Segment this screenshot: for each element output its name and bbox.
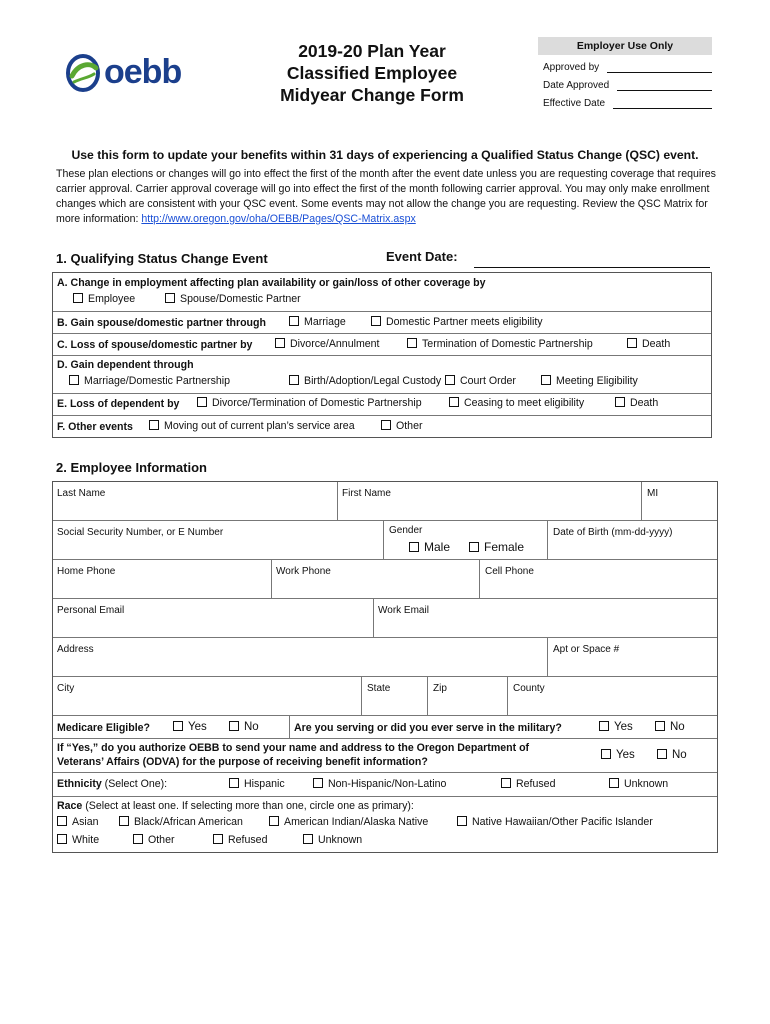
asian-option[interactable] bbox=[57, 816, 99, 828]
b-marriage-label: Marriage bbox=[304, 316, 346, 328]
checkbox[interactable] bbox=[275, 338, 285, 348]
female-label: Female bbox=[484, 540, 525, 554]
c-termination-option[interactable] bbox=[407, 338, 593, 351]
hispanic-label: Hispanic bbox=[244, 778, 285, 790]
odva-yes-label: Yes bbox=[616, 749, 635, 761]
oebb-logo bbox=[66, 52, 188, 94]
checkbox[interactable] bbox=[197, 397, 207, 407]
military-yes-option[interactable] bbox=[599, 721, 633, 733]
divider bbox=[53, 333, 711, 334]
row-d-label: D. Gain dependent through bbox=[57, 359, 194, 371]
section-2-title: 2. Employee Information bbox=[56, 460, 207, 475]
c-death-label: Death bbox=[642, 338, 671, 350]
checkbox[interactable] bbox=[449, 397, 459, 407]
row-b-label: B. Gain spouse/domestic partner through bbox=[57, 317, 266, 329]
divider bbox=[53, 796, 717, 797]
intro-paragraph bbox=[56, 167, 720, 227]
work-phone-label: Work Phone bbox=[276, 566, 331, 577]
ethnicity-bold: Ethnicity bbox=[57, 778, 102, 790]
checkbox[interactable] bbox=[165, 293, 175, 303]
checkbox[interactable] bbox=[57, 834, 67, 844]
checkbox[interactable] bbox=[57, 816, 67, 826]
address-label: Address bbox=[57, 644, 94, 655]
odva-line-2: Veterans’ Affairs (ODVA) for the purpose of receiving benefit information? bbox=[57, 756, 428, 768]
odva-no-option[interactable] bbox=[657, 749, 687, 761]
d-meeting-eligibility-option[interactable] bbox=[541, 375, 638, 388]
f-moving-label: Moving out of current plan’s service area bbox=[164, 420, 355, 432]
f-moving-option[interactable] bbox=[149, 420, 355, 433]
event-date-field[interactable] bbox=[474, 267, 710, 268]
mi-label: MI bbox=[647, 488, 659, 499]
divider bbox=[53, 393, 711, 394]
e-ceasing-option[interactable] bbox=[449, 397, 584, 410]
d-birth-option[interactable] bbox=[289, 375, 441, 388]
intro-heading: Use this form to update your benefits within 31 days of experiencing a Qualified Status Change (QSC) event. bbox=[71, 148, 699, 162]
checkbox[interactable] bbox=[229, 778, 239, 788]
medicare-yes-option[interactable] bbox=[173, 721, 207, 733]
employer-use-heading: Employer Use Only bbox=[538, 37, 712, 55]
checkbox[interactable] bbox=[269, 816, 279, 826]
medicare-label: Medicare Eligible? bbox=[57, 722, 151, 734]
checkbox[interactable] bbox=[501, 778, 511, 788]
military-no-option[interactable] bbox=[655, 721, 685, 733]
divider bbox=[53, 772, 717, 773]
medicare-no-option[interactable] bbox=[229, 721, 259, 733]
checkbox[interactable] bbox=[289, 375, 299, 385]
d-meeting-eligibility-label: Meeting Eligibility bbox=[556, 375, 638, 387]
a-spouse-option[interactable] bbox=[165, 293, 301, 306]
checkbox[interactable] bbox=[313, 778, 323, 788]
white-option[interactable] bbox=[57, 834, 99, 846]
dob-label: Date of Birth (mm-dd-yyyy) bbox=[553, 527, 673, 538]
race-label bbox=[57, 800, 414, 812]
military-yes-label: Yes bbox=[614, 721, 633, 733]
odva-yes-option[interactable] bbox=[601, 749, 635, 761]
zip-label: Zip bbox=[433, 683, 447, 694]
intro-body: These plan elections or changes will go into effect the first of the month after the event date unless you are requesting coverage that requires carrier approval. Carrier approval coverage will go into effect the first of the month following carrier approval. You may only make enrollment changes which are consistent with your QSC event. Some events may not allow the change you are requesting. Review the QSC Matrix for more information: bbox=[56, 168, 716, 225]
military-no-label: No bbox=[670, 721, 685, 733]
e-divorce-option[interactable] bbox=[197, 397, 422, 410]
divider bbox=[547, 520, 548, 559]
odva-no-label: No bbox=[672, 749, 687, 761]
checkbox[interactable] bbox=[289, 316, 299, 326]
checkbox[interactable] bbox=[119, 816, 129, 826]
ethnicity-label bbox=[57, 778, 167, 790]
american-indian-label: American Indian/Alaska Native bbox=[284, 816, 429, 828]
d-birth-label: Birth/Adoption/Legal Custody bbox=[304, 375, 442, 387]
ethnicity-refused-label: Refused bbox=[516, 778, 556, 790]
f-other-option[interactable] bbox=[381, 420, 423, 433]
checkbox[interactable] bbox=[655, 721, 665, 731]
last-name-label: Last Name bbox=[57, 488, 106, 499]
county-label: County bbox=[513, 683, 545, 694]
ethnicity-unknown-option[interactable] bbox=[609, 778, 668, 790]
row-f-label: F. Other events bbox=[57, 421, 133, 433]
form-title bbox=[262, 40, 482, 106]
hawaiian-option[interactable] bbox=[457, 816, 653, 828]
ethnicity-unknown-label: Unknown bbox=[624, 778, 669, 790]
gender-female-option[interactable] bbox=[469, 540, 524, 554]
approved-by-label: Approved by bbox=[543, 62, 600, 73]
black-label: Black/African American bbox=[134, 816, 243, 828]
checkbox[interactable] bbox=[371, 316, 381, 326]
b-domestic-partner-option[interactable] bbox=[371, 316, 543, 329]
checkbox[interactable] bbox=[229, 721, 239, 731]
non-hispanic-label: Non-Hispanic/Non-Latino bbox=[328, 778, 447, 790]
divider bbox=[337, 482, 338, 520]
work-email-label: Work Email bbox=[378, 605, 429, 616]
date-approved-field[interactable] bbox=[617, 81, 712, 91]
b-marriage-option[interactable] bbox=[289, 316, 346, 329]
checkbox[interactable] bbox=[407, 338, 417, 348]
c-divorce-label: Divorce/Annulment bbox=[290, 338, 380, 350]
d-marriage-label: Marriage/Domestic Partnership bbox=[84, 375, 231, 387]
c-divorce-option[interactable] bbox=[275, 338, 380, 351]
checkbox[interactable] bbox=[149, 420, 159, 430]
checkbox[interactable] bbox=[601, 749, 611, 759]
divider bbox=[53, 311, 711, 312]
checkbox[interactable] bbox=[457, 816, 467, 826]
race-refused-option[interactable] bbox=[213, 834, 267, 846]
oebb-logo-icon bbox=[66, 52, 102, 94]
effective-date-field[interactable] bbox=[613, 99, 712, 109]
divider bbox=[383, 520, 384, 559]
divider bbox=[361, 676, 362, 715]
divider bbox=[53, 520, 717, 521]
divider bbox=[53, 559, 717, 560]
ssn-label: Social Security Number, or E Number bbox=[57, 527, 224, 538]
section-1-title: 1. Qualifying Status Change Event bbox=[56, 251, 268, 266]
non-hispanic-option[interactable] bbox=[313, 778, 446, 790]
divider bbox=[547, 637, 548, 676]
e-death-label: Death bbox=[630, 397, 659, 409]
divider bbox=[53, 598, 717, 599]
race-unknown-option[interactable] bbox=[303, 834, 362, 846]
e-ceasing-label: Ceasing to meet eligibility bbox=[464, 397, 585, 409]
divider bbox=[271, 559, 272, 598]
divider bbox=[479, 559, 480, 598]
white-label: White bbox=[72, 834, 100, 846]
hispanic-option[interactable] bbox=[229, 778, 285, 790]
checkbox[interactable] bbox=[303, 834, 313, 844]
divider bbox=[507, 676, 508, 715]
approved-by-field[interactable] bbox=[607, 63, 712, 73]
male-label: Male bbox=[424, 540, 451, 554]
race-refused-label: Refused bbox=[228, 834, 268, 846]
hawaiian-label: Native Hawaiian/Other Pacific Islander bbox=[472, 816, 653, 828]
approved-by-row bbox=[538, 55, 712, 73]
divider bbox=[53, 715, 717, 716]
d-court-order-label: Court Order bbox=[460, 375, 516, 387]
c-termination-label: Termination of Domestic Partnership bbox=[422, 338, 593, 350]
state-label: State bbox=[367, 683, 391, 694]
checkbox[interactable] bbox=[173, 721, 183, 731]
city-label: City bbox=[57, 683, 75, 694]
divider bbox=[427, 676, 428, 715]
first-name-label: First Name bbox=[342, 488, 391, 499]
checkbox[interactable] bbox=[73, 293, 83, 303]
logo-text: oebb bbox=[104, 53, 182, 91]
military-label: Are you serving or did you ever serve in the military? bbox=[294, 722, 562, 734]
checkbox[interactable] bbox=[599, 721, 609, 731]
divider bbox=[53, 415, 711, 416]
ethnicity-note: (Select One): bbox=[101, 778, 168, 790]
divider bbox=[53, 676, 717, 677]
divider bbox=[53, 355, 711, 356]
checkbox[interactable] bbox=[541, 375, 551, 385]
checkbox[interactable] bbox=[615, 397, 625, 407]
personal-email-label: Personal Email bbox=[57, 605, 125, 616]
b-domestic-partner-label: Domestic Partner meets eligibility bbox=[386, 316, 543, 328]
checkbox[interactable] bbox=[213, 834, 223, 844]
checkbox[interactable] bbox=[445, 375, 455, 385]
checkbox[interactable] bbox=[133, 834, 143, 844]
row-a-label: A. Change in employment affecting plan availability or gain/loss of other coverage by bbox=[57, 277, 486, 289]
checkbox[interactable] bbox=[657, 749, 667, 759]
title-line-3: Midyear Change Form bbox=[280, 85, 464, 105]
row-c-label: C. Loss of spouse/domestic partner by bbox=[57, 339, 253, 351]
employee-info-grid bbox=[52, 481, 718, 853]
american-indian-option[interactable] bbox=[269, 816, 428, 828]
c-death-option[interactable] bbox=[627, 338, 670, 351]
effective-date-label: Effective Date bbox=[543, 98, 606, 109]
checkbox[interactable] bbox=[69, 375, 79, 385]
e-death-option[interactable] bbox=[615, 397, 658, 410]
ethnicity-refused-option[interactable] bbox=[501, 778, 555, 790]
gender-label: Gender bbox=[389, 525, 423, 536]
event-date-label: Event Date: bbox=[386, 249, 458, 264]
black-option[interactable] bbox=[119, 816, 243, 828]
race-note: (Select at least one. If selecting more than one, circle one as primary): bbox=[82, 800, 414, 812]
home-phone-label: Home Phone bbox=[57, 566, 116, 577]
divider bbox=[53, 637, 717, 638]
qsc-matrix-link[interactable]: http://www.oregon.gov/oha/OEBB/Pages/QSC-Matrix.aspx bbox=[141, 213, 416, 225]
divider bbox=[373, 598, 374, 637]
odva-line-1: If “Yes,” do you authorize OEBB to send your name and address to the Oregon Department of bbox=[57, 742, 530, 754]
checkbox[interactable] bbox=[381, 420, 391, 430]
date-approved-row bbox=[538, 73, 712, 91]
medicare-no-label: No bbox=[244, 721, 259, 733]
f-other-label: Other bbox=[396, 420, 423, 432]
apt-label: Apt or Space # bbox=[553, 644, 620, 655]
race-bold: Race bbox=[57, 800, 83, 812]
medicare-yes-label: Yes bbox=[188, 721, 207, 733]
row-e-label: E. Loss of dependent by bbox=[57, 398, 180, 410]
a-employee-label: Employee bbox=[88, 293, 136, 305]
checkbox[interactable] bbox=[627, 338, 637, 348]
race-unknown-label: Unknown bbox=[318, 834, 363, 846]
effective-date-row bbox=[538, 91, 712, 109]
e-divorce-label: Divorce/Termination of Domestic Partnership bbox=[212, 397, 422, 409]
race-other-label: Other bbox=[148, 834, 175, 846]
title-line-1: 2019-20 Plan Year bbox=[298, 41, 446, 61]
gender-male-option[interactable] bbox=[409, 540, 450, 554]
divider bbox=[53, 738, 717, 739]
checkbox[interactable] bbox=[409, 542, 419, 552]
d-marriage-option[interactable] bbox=[69, 375, 230, 388]
a-spouse-label: Spouse/Domestic Partner bbox=[180, 293, 301, 305]
divider bbox=[289, 715, 290, 738]
asian-label: Asian bbox=[72, 816, 99, 828]
cell-phone-label: Cell Phone bbox=[485, 566, 534, 577]
qsc-event-box bbox=[52, 272, 712, 438]
employer-use-box bbox=[538, 37, 712, 109]
title-line-2: Classified Employee bbox=[286, 63, 458, 83]
race-other-option[interactable] bbox=[133, 834, 175, 846]
date-approved-label: Date Approved bbox=[543, 80, 610, 91]
divider bbox=[641, 482, 642, 520]
checkbox[interactable] bbox=[469, 542, 479, 552]
d-court-order-option[interactable] bbox=[445, 375, 516, 388]
a-employee-option[interactable] bbox=[73, 293, 135, 306]
checkbox[interactable] bbox=[609, 778, 619, 788]
